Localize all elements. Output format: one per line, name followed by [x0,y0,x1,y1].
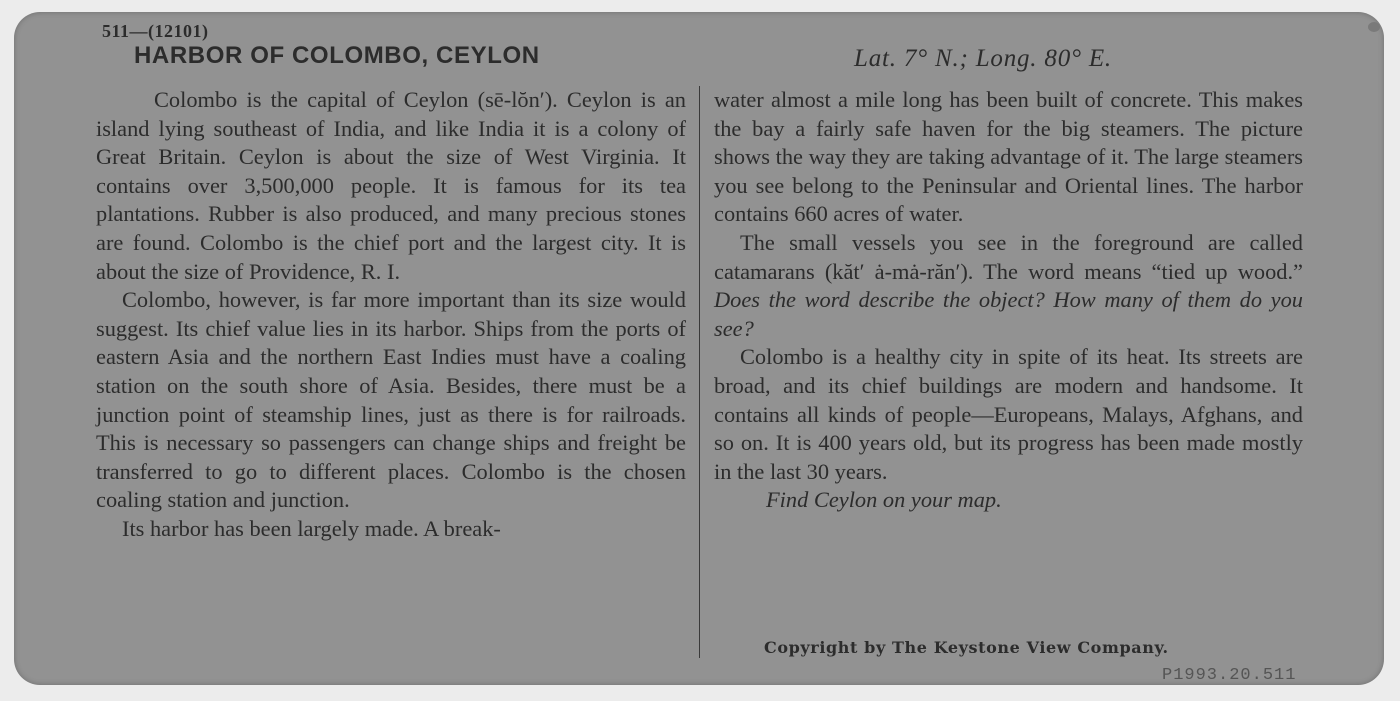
paragraph: Colombo, however, is far more important than its size would suggest. Its chief value lies in its harbor. Ships from the ports of eastern Asia and the northern East Indies must have a coaling station on the south shore of Asia. Besides, there must be a junction point of steamship lines, just as there is for railroads. This is necessary so passengers can change ships and freight be transferred to go to different places. Colombo is the chosen coaling station and junction. [96,287,686,513]
coordinates: Lat. 7° N.; Long. 80° E. [854,45,1112,72]
paragraph [714,229,1303,343]
inventory-number: P1993.20.511 [1162,666,1297,685]
question-text: Does the word describe the object? How many of them do you see? [714,287,1303,341]
paragraph: water almost a mile long has been built of concrete. This makes the bay a fairly safe haven for the big steamers. The picture shows the way they are taking advantage of it. The large steamers you see belong to the Peninsular and Oriental lines. The harbor contains 660 acres of water. [714,87,1303,227]
stereoview-card-back [14,12,1384,685]
card-title: HARBOR OF COLOMBO, CEYLON [134,42,540,69]
corner-stamp [1368,22,1380,32]
paragraph: Colombo is the capital of Ceylon (sē-lŏn′). Ceylon is an island lying southeast of India, and like India it is a colony of Great Britain. Ceylon is about the size of West Virginia. It contains over 3,500,000 people. It is famous for its tea plantations. Rubber is also produced, and many precious stones are found. Colombo is the chief port and the largest city. It is about the size of Providence, R. I. [96,87,686,284]
paragraph: Colombo is a healthy city in spite of its heat. Its streets are broad, and its chief buildings are modern and handsome. It contains all kinds of people—Europeans, Malays, Afghans, and so on. It is 400 years old, but its progress has been made mostly in the last 30 years. [714,344,1303,484]
copyright-line: Copyright by The Keystone View Company. [764,638,1169,657]
paragraph: Its harbor has been largely made. A break- [122,515,501,541]
left-column [96,86,686,544]
find-instruction: Find Ceylon on your map. [766,487,1002,513]
column-divider [699,86,700,658]
paragraph-text: The small vessels you see in the foreground are called catamarans (kăt′ ȧ-mȧ-răn′). The word means “tied up wood.” [714,229,1303,284]
card-number: 511—(12101) [102,21,209,41]
right-column [714,86,1303,515]
